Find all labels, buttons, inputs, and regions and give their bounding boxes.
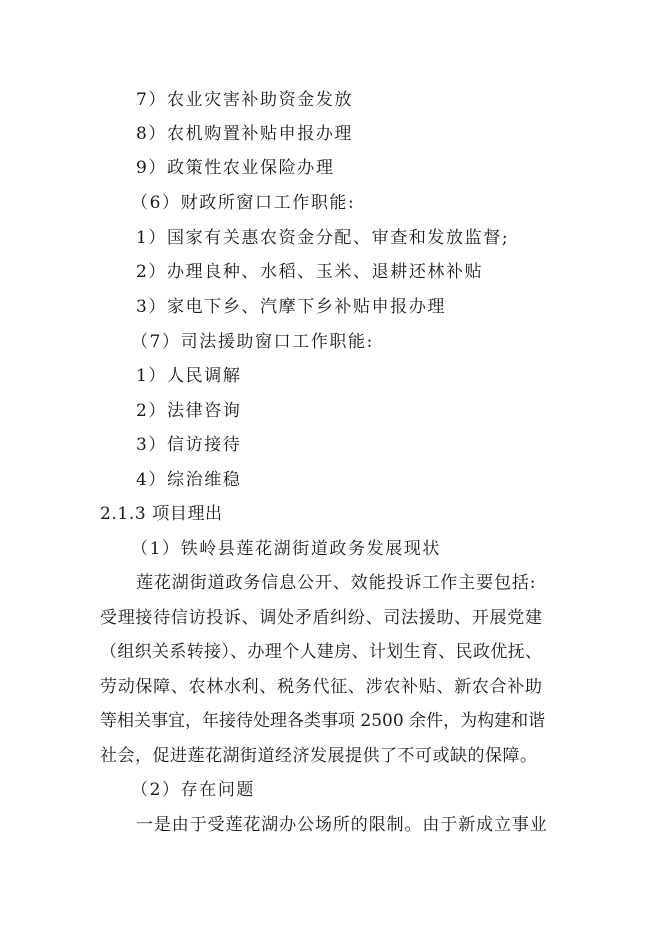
subsection-heading-status: （1）铁岭县莲花湖街道政务发展现状 [131,539,442,559]
list-item-3: 3）信访接待 [136,435,242,455]
paragraph-line: 社会，促进莲花湖街道经济发展提供了不可或缺的保障。 [100,746,538,766]
paragraph-line: 受理接待信访投诉、调处矛盾纠纷、司法援助、开展党建 [100,608,542,628]
list-item-8: 8）农机购置补贴申报办理 [136,124,354,144]
list-item-4: 4）综治维稳 [136,470,242,490]
list-item-9: 9）政策性农业保险办理 [136,158,335,178]
list-item-1: 1）国家有关惠农资金分配、审查和发放监督; [136,228,510,248]
paragraph-line: 等相关事宜，年接待处理各类事项 2500 余件，为构建和谐 [100,711,546,731]
list-item-7: 7）农业灾害补助资金发放 [136,90,354,110]
paragraph-line: 劳动保障、农林水利、税务代征、涉农补贴、新农合补助 [100,677,542,697]
paragraph-line: （组织关系转接）、办理个人建房、计划生育、民政优抚、 [100,642,542,662]
list-item-3: 3）家电下乡、汽摩下乡补贴申报办理 [136,297,447,317]
list-item-1: 1）人民调解 [136,366,242,386]
list-item-2: 2）办理良种、水稻、玉米、退耕还林补贴 [136,262,484,282]
paragraph-line: 莲花湖街道政务信息公开、效能投诉工作主要包括: [136,573,537,593]
section-title-2-1-3: 2.1.3 项目理出 [100,504,223,524]
list-item-2: 2）法律咨询 [136,401,242,421]
section-heading-finance: （6）财政所窗口工作职能: [131,193,356,213]
subsection-heading-issues: （2）存在问题 [131,780,256,800]
section-heading-judicial: （7）司法援助窗口工作职能: [131,332,374,352]
paragraph-line: 一是由于受莲花湖办公场所的限制。由于新成立事业 [136,815,548,835]
